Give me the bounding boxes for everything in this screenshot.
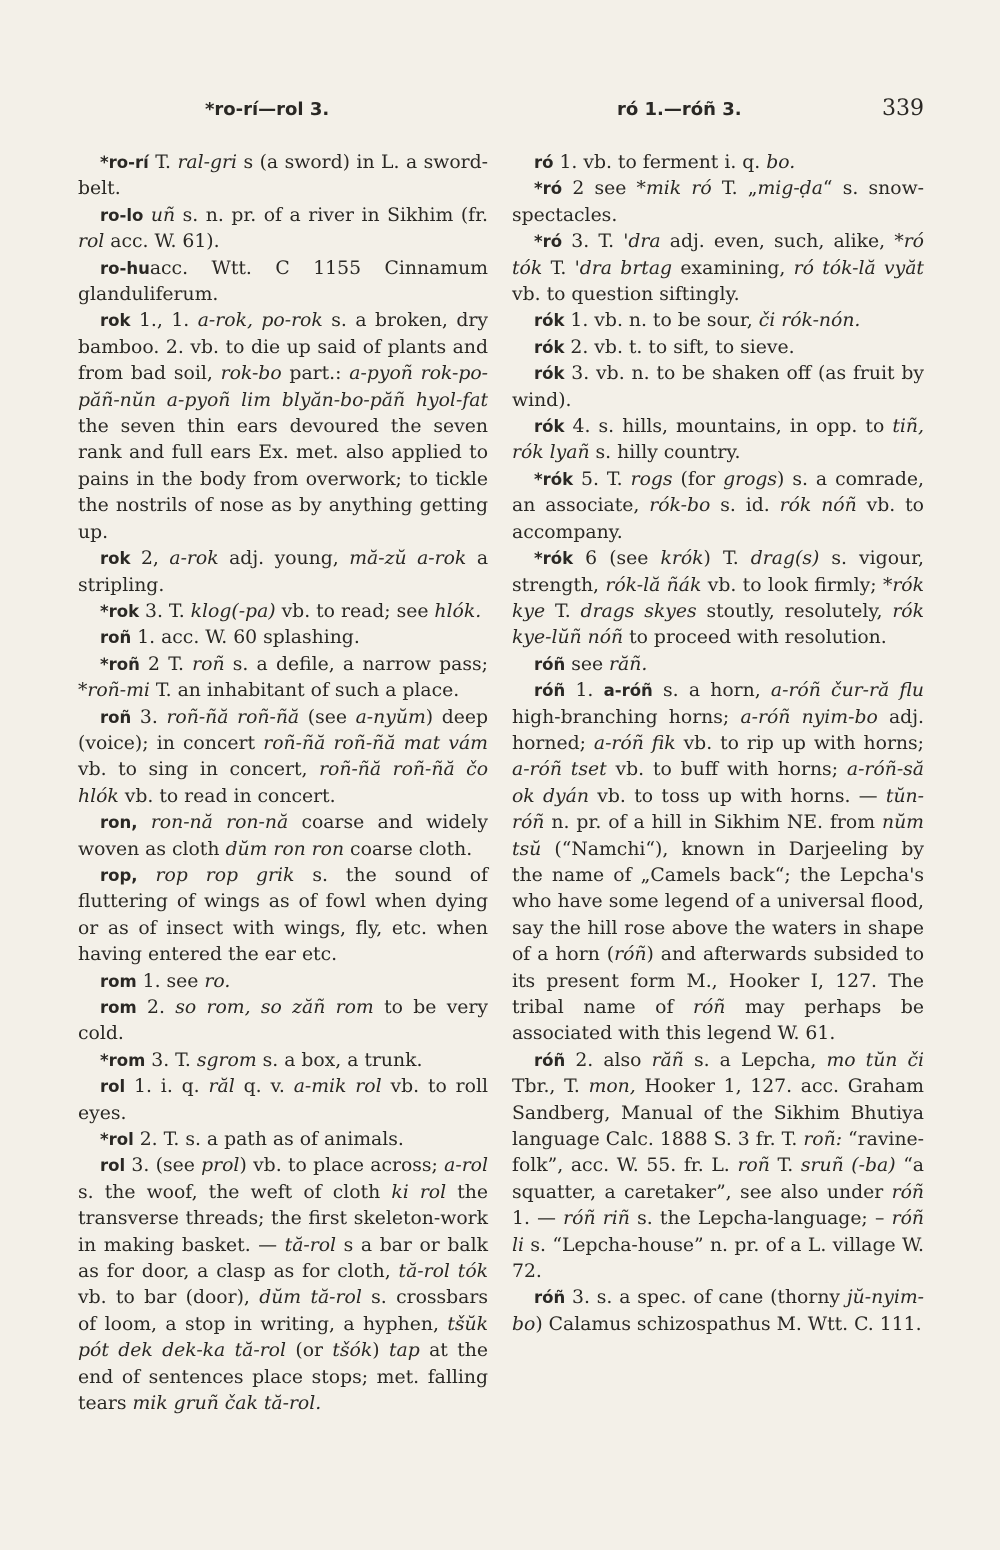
entry-text: ) Calamus schizospathus M. Wtt. C. 111. — [535, 1313, 922, 1335]
entry-text: high-branching horns; — [512, 706, 741, 728]
italic-text: *mik ró — [636, 178, 712, 200]
italic-text: sruñ (-ba) — [800, 1155, 896, 1177]
entry-text: vb. to accompany. — [512, 495, 924, 543]
entry-text: s. a horn, — [652, 680, 771, 702]
entry-text: 6 (see — [573, 548, 661, 570]
italic-text: jŭ-nyim-bo — [512, 1287, 924, 1335]
italic-text: dŭm tă-rol — [259, 1287, 362, 1309]
headword: *rók — [534, 469, 574, 489]
headword: ró — [534, 153, 554, 172]
entry-text: coarse cloth. — [344, 838, 473, 860]
entry-text: may perhaps be associated with this legend W. 61. — [512, 997, 924, 1045]
dictionary-entry — [78, 1074, 488, 1127]
italic-text: krók — [660, 548, 704, 570]
italic-text: mo tŭn či — [826, 1049, 925, 1071]
entry-text: s. id. — [710, 495, 780, 517]
entry-text: T. — [542, 257, 575, 279]
entry-text: ) — [372, 1340, 389, 1362]
headword: ron, — [100, 813, 138, 833]
italic-text: ki rol — [391, 1181, 447, 1203]
entry-text: “ravine-folk”, acc. W. 55. fr. L. — [512, 1129, 925, 1177]
headword: a-róñ — [603, 681, 653, 701]
entry-text: T. — [148, 152, 178, 173]
dictionary-entry — [512, 308, 924, 334]
entry-text: the seven thin ears devoured the seven rank and full ears Ex. met. also applied to pains in the body from overwork; to tickle the nostrils of nose as by anything getting up. — [78, 416, 488, 543]
entry-text: adj. even, such, alike, — [660, 231, 895, 253]
headword: róñ — [534, 1050, 566, 1070]
right-column — [512, 150, 924, 1338]
dictionary-entry — [78, 995, 488, 1048]
headword: róñ — [534, 654, 566, 674]
entry-text: s. a Lepcha, — [683, 1049, 827, 1071]
dictionary-entry — [78, 308, 488, 546]
entry-text: 2. also — [565, 1049, 652, 1071]
italic-text: roñ-ñă roñ-ñă čo hlók — [78, 759, 488, 807]
entry-text: acc. W. 61). — [104, 231, 220, 253]
entry-text: 3. — [131, 706, 167, 728]
headword: rop, — [100, 865, 138, 885]
entry-text: part.: — [281, 363, 350, 385]
headword: roñ — [100, 628, 132, 648]
italic-text: so rom, so zăñ rom — [175, 997, 374, 1018]
italic-text: róñ riñ — [563, 1208, 630, 1230]
entry-text: s a bar or balk as for door, a clasp as for cloth, — [78, 1234, 488, 1283]
entry-text — [138, 812, 151, 833]
entry-text: 3. T. — [145, 1049, 197, 1071]
entry-text: 1. i. q. — [125, 1076, 209, 1098]
dictionary-entry — [512, 176, 924, 229]
entry-text: T. — [545, 600, 581, 622]
entry-text: to proceed with resolution. — [623, 627, 887, 649]
entry-text: vb. to buff with horns; — [606, 759, 847, 781]
entry-text: adj. young, — [218, 548, 350, 570]
italic-text: rók kye-lŭñ nóñ — [512, 600, 924, 649]
entry-text: (“Namchi“), known in Darjeeling by the name of „Camels back“; the Lepcha's who have some legend of a universal flood, say the hill rose above the waters in shape of a horn ( — [512, 838, 924, 966]
entry-text: vb. to look firmly; — [701, 574, 883, 596]
italic-text: a-pyoñ rok-po-păñ-nŭn a-pyoñ lim blyăn-bo-păñ hyol-fat — [78, 363, 488, 411]
italic-text: hlók. — [434, 600, 482, 622]
italic-text: róñ li — [512, 1208, 924, 1256]
dictionary-entry — [512, 652, 924, 678]
italic-text: tă-rol — [284, 1234, 337, 1256]
headword: *rol — [100, 1130, 134, 1150]
headword: rom — [100, 998, 137, 1017]
running-head-right-text: ró 1.—róñ 3. — [617, 99, 742, 120]
entry-text: ) vb. to place across; — [239, 1155, 445, 1177]
italic-text: tšŭk pót dek dek-ka tă-rol — [78, 1313, 488, 1362]
italic-text: ron-nă ron-nă — [150, 812, 289, 834]
entry-text: coarse and widely woven as cloth — [78, 812, 488, 860]
italic-text: grogs — [723, 468, 778, 490]
italic-text: drag(s) — [750, 548, 820, 570]
headword: róñ — [534, 681, 566, 701]
italic-text: rók nóñ — [779, 495, 857, 517]
italic-text: răñ — [651, 1049, 684, 1071]
headword: *rom — [100, 1050, 146, 1070]
headword: rol — [100, 1077, 126, 1097]
italic-text: bo. — [766, 152, 796, 173]
entry-text: 3. (see — [125, 1155, 202, 1177]
italic-text: róñ — [614, 944, 647, 966]
headword: ro-lo — [100, 205, 144, 225]
italic-text: rok-bo — [220, 363, 282, 385]
entry-text: ) deep (voice); in concert — [78, 706, 489, 754]
entry-text: 1. acc. W. 60 splashing. — [131, 627, 360, 649]
headword: rók — [534, 364, 565, 384]
entry-text: vb. to read in concert. — [118, 785, 336, 807]
italic-text: roñ — [737, 1155, 770, 1177]
dictionary-entry — [512, 467, 924, 546]
entry-text: vb. to question siftingly. — [512, 284, 740, 306]
entry-text: 5. T. — [573, 468, 631, 490]
italic-text: a-róñ tset — [512, 759, 607, 781]
entry-text: at the end of sentences place stops; met. falling tears — [78, 1340, 488, 1415]
headword: ro-hu — [100, 258, 150, 278]
running-head-left-text: *ro-rí—rol 3. — [205, 99, 330, 120]
entry-text: s. vigour, strength, — [512, 548, 924, 596]
italic-text: mă-zŭ a-rok — [349, 548, 467, 570]
entry-text: s. the woof, the weft of cloth — [78, 1181, 392, 1203]
entry-text: see — [565, 653, 610, 675]
dictionary-entry — [78, 969, 488, 995]
italic-text: *rók kye — [512, 574, 924, 622]
italic-text: a-róñ fik — [593, 732, 676, 754]
entry-text: T. an inhabitant of such a place. — [149, 680, 460, 702]
entry-text: vb. to rip up with horns; — [675, 732, 924, 754]
headword: *ro-rí — [100, 153, 149, 172]
entry-text: q. v. — [234, 1076, 294, 1098]
italic-text: a-rol — [444, 1155, 488, 1177]
headword: rók — [534, 311, 565, 331]
entry-text: vb. to read; see — [275, 600, 435, 622]
italic-text: či rók-nón. — [758, 310, 861, 332]
left-column — [78, 150, 488, 1418]
entry-text: vb. to toss up with horns. — — [588, 785, 886, 807]
entry-text: 2 see — [562, 178, 637, 200]
entry-text: 2, — [130, 548, 170, 570]
italic-text: mig-ḍa — [757, 178, 823, 200]
entry-text: 3. T. — [139, 600, 191, 622]
entry-text: ) T. — [703, 548, 751, 570]
dictionary-entry — [78, 810, 488, 863]
italic-text: a-rok — [169, 548, 219, 570]
dictionary-entry — [78, 203, 488, 256]
italic-text: răl — [208, 1076, 235, 1098]
italic-text: *roñ-mi — [78, 680, 150, 702]
page-number: 339 — [882, 96, 924, 121]
dictionary-entry — [78, 1048, 488, 1074]
headword: *rok — [100, 601, 140, 621]
entry-text: s. the Lepcha-language; – — [629, 1208, 892, 1230]
dictionary-entry — [512, 150, 924, 176]
dictionary-entry — [78, 1153, 488, 1417]
dictionary-entry — [512, 546, 924, 652]
italic-text: ró tók-lă vyăt — [793, 257, 924, 279]
italic-text: rók-lă ñák — [605, 574, 702, 596]
italic-text: klog(-pa) — [190, 600, 276, 622]
entry-text: 4. s. hills, mountains, in opp. to — [564, 416, 893, 438]
italic-text: ral-gri — [177, 152, 237, 173]
entry-text: s. crossbars of loom, a stop in writing, a hyphen, — [78, 1287, 488, 1335]
headword: róñ — [534, 1288, 566, 1308]
dictionary-entry — [78, 599, 488, 625]
italic-text: roñ: — [803, 1129, 843, 1151]
headword: rók — [534, 417, 565, 437]
italic-text: róñ — [891, 1181, 924, 1203]
entry-text: 2. vb. t. to sift, to sieve. — [564, 336, 795, 358]
entry-text: 2. — [136, 997, 176, 1018]
italic-text: sgrom — [196, 1049, 257, 1071]
dictionary-entry — [78, 150, 488, 203]
italic-text: ro. — [204, 970, 231, 992]
headword: *rók — [534, 549, 574, 569]
italic-text: a-róñ nyim-bo — [740, 706, 878, 728]
entry-text: T. — [769, 1155, 801, 1177]
entry-text: 1. vb. n. to be sour, — [564, 310, 759, 332]
headword: rok — [100, 549, 131, 569]
dictionary-entry — [512, 1285, 924, 1338]
entry-text: s. a box, a trunk. — [256, 1049, 423, 1071]
entry-text: 1. — — [512, 1208, 564, 1230]
entry-text: s. “Lepcha-house” n. pr. of a L. village W. 72. — [512, 1234, 924, 1283]
entry-text: 3. T. — [562, 231, 624, 253]
italic-text: drags skyes — [580, 600, 697, 622]
entry-text: vb. to sing in concert, — [78, 759, 320, 781]
entry-text: s (a sword) in L. a sword-belt. — [78, 152, 488, 200]
dictionary-entry — [78, 1127, 488, 1153]
entry-text — [143, 205, 151, 226]
italic-text: rók-bo — [649, 495, 711, 517]
italic-text: *ró tók — [512, 231, 924, 279]
entry-text: Tbr., T. — [512, 1076, 589, 1098]
entry-text: “ s. snow-spectacles. — [512, 178, 924, 226]
entry-text: a stripling. — [78, 548, 489, 596]
headword: *ró — [534, 179, 563, 199]
headword: rók — [534, 337, 565, 357]
dictionary-entry — [78, 705, 488, 811]
italic-text: tšók — [332, 1340, 373, 1362]
italic-text: roñ-ñă roñ-ñă mat vám — [263, 732, 488, 754]
italic-text: rogs — [630, 468, 673, 490]
entry-text: s. n. pr. of a river in Sikhim (fr. — [175, 204, 488, 226]
italic-text: dŭm ron ron — [225, 838, 345, 860]
italic-text: tă-rol tók — [398, 1261, 489, 1283]
entry-text: 3. s. a spec. of cane (thorny — [565, 1287, 847, 1309]
entry-text: to be very cold. — [78, 997, 489, 1045]
entry-text: 2 T. — [139, 653, 193, 675]
entry-text: 1. see — [136, 970, 205, 992]
dictionary-entry — [78, 256, 488, 309]
headword: *ró — [534, 232, 563, 252]
headword: rok — [100, 311, 131, 331]
entry-text: 1. — [565, 680, 604, 702]
entry-text: 3. vb. n. to be shaken off (as fruit by wind). — [512, 363, 924, 411]
dictionary-entry — [78, 625, 488, 651]
dictionary-entry — [512, 678, 924, 1048]
italic-text: tap — [388, 1340, 420, 1362]
headword: rol — [100, 1156, 126, 1176]
headword: *roñ — [100, 654, 140, 674]
headword: rom — [100, 971, 137, 991]
italic-text: a-mik rol — [293, 1076, 382, 1098]
running-head-right — [617, 96, 742, 120]
running-head-left — [205, 96, 329, 120]
entry-text: “a squatter, a caretaker”, see also under — [512, 1155, 924, 1203]
entry-text — [138, 865, 156, 886]
italic-text: rop rop grik — [155, 864, 295, 886]
italic-text: uñ — [150, 204, 176, 226]
entry-text: 2. T. s. a path as of animals. — [133, 1129, 404, 1151]
italic-text: mon, — [588, 1076, 636, 1098]
italic-text: tŭn-róñ — [512, 785, 924, 834]
entry-text: vb. to roll eyes. — [78, 1076, 488, 1124]
entry-text: (for — [672, 468, 724, 490]
entry-text: examining, — [672, 257, 794, 279]
entry-text: stoutly, resolutely, — [696, 600, 893, 622]
entry-text: ) s. a comrade, an associate, — [512, 468, 924, 517]
italic-text: 'dra brtag — [574, 257, 673, 279]
entry-text: T. „ — [711, 178, 758, 200]
italic-text: răñ. — [609, 653, 648, 675]
italic-text: a-rok, po-rok — [197, 310, 323, 332]
dictionary-entry — [78, 863, 488, 969]
dictionary-entry — [512, 361, 924, 414]
italic-text: a-nyŭm — [355, 706, 426, 728]
italic-text: roñ-ñă roñ-ñă — [166, 706, 300, 728]
dictionary-entry — [512, 1048, 924, 1286]
entry-text: ) and afterwards subsided to its present form M., Hooker I, 127. The tribal name of — [512, 944, 925, 1018]
italic-text: prol — [201, 1155, 240, 1177]
entry-text: Hooker 1, 127. acc. Graham Sandberg, Manual of the Sikhim Bhutiya language Calc. 1888 S. 3 fr. T. — [512, 1076, 924, 1151]
italic-text: a-róñ čur-ră flu — [770, 680, 924, 702]
entry-text: s. a defile, a narrow pass; — [224, 653, 488, 675]
headword: roñ — [100, 707, 132, 727]
entry-text: 1. vb. to ferment i. q. — [553, 152, 767, 173]
entry-text: s. a broken, dry bamboo. 2. vb. to die up said of plants and from bad soil, — [78, 310, 488, 385]
dictionary-entry — [512, 229, 924, 308]
dictionary-entry — [78, 652, 488, 705]
italic-text: tiñ, rók lyañ — [512, 416, 924, 464]
italic-text: nŭm tsŭ — [512, 812, 924, 860]
entry-text: adj. horned; — [512, 706, 924, 754]
entry-text: n. pr. of a hill in Sikhim NE. from — [544, 812, 882, 834]
entry-text: s. the sound of fluttering of wings as of fowl when dying or as of insect with wings, fly, etc. when having entered the ear etc. — [78, 864, 488, 966]
entry-text: s. hilly country. — [589, 442, 741, 464]
entry-text: (see — [299, 706, 356, 728]
entry-text: 1., 1. — [130, 310, 198, 332]
dictionary-entry — [512, 414, 924, 467]
entry-text: acc. Wtt. C 1155 Cinnamum glanduliferum. — [78, 257, 488, 306]
italic-text: mik gruñ čak tă-rol. — [132, 1393, 322, 1415]
italic-text: a-róñ-să ok dyán — [512, 759, 924, 807]
entry-text: vb. to bar (door), — [78, 1287, 260, 1309]
dictionary-entry — [512, 335, 924, 361]
entry-text: (or — [286, 1340, 333, 1362]
dictionary-entry — [78, 546, 488, 599]
italic-text: roñ — [192, 653, 225, 675]
italic-text: róñ — [693, 997, 726, 1018]
italic-text: rol — [78, 231, 105, 253]
entry-text: the transverse threads; the first skeleton-work in making basket. — — [78, 1181, 489, 1256]
italic-text: 'dra — [623, 231, 661, 253]
